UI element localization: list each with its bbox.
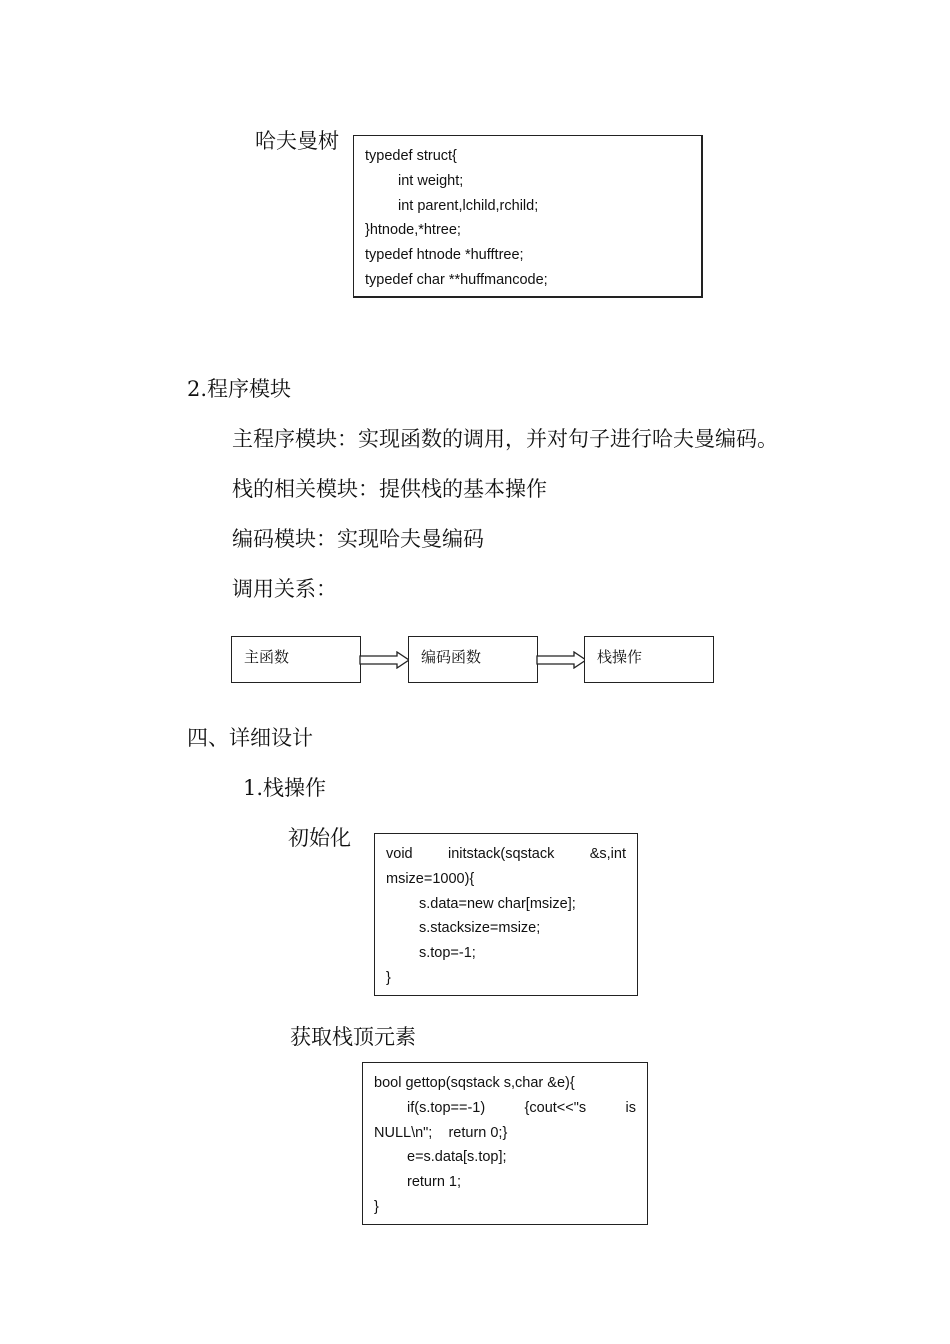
modules-heading: 2.程序模块 (187, 377, 292, 401)
stack-ops-heading: 1.栈操作 (243, 776, 327, 800)
module-encode: 编码模块：实现哈夫曼编码 (232, 527, 484, 551)
code-line: s.top=-1; (419, 945, 476, 962)
flow-box-main: 主函数 (231, 636, 361, 683)
code-line: s.data=new char[msize]; (419, 895, 576, 912)
init-label: 初始化 (288, 826, 351, 850)
code-line: }htnode,*htree; (365, 222, 461, 239)
code-line: int weight; (398, 172, 464, 189)
huffman-code-box (353, 135, 703, 298)
code-line: s.stacksize=msize; (419, 920, 541, 937)
call-relation-label: 调用关系： (232, 577, 337, 601)
code-line: void initstack(sqstack &s,int (386, 846, 626, 862)
code-line: msize=1000){ (386, 870, 475, 887)
init-code-box (374, 833, 638, 996)
gettop-label: 获取栈顶元素 (290, 1025, 416, 1049)
code-line: } (386, 969, 391, 986)
code-line: e=s.data[s.top]; (407, 1149, 507, 1166)
code-line: typedef htnode *hufftree; (365, 247, 524, 264)
code-line: if(s.top==-1) {cout<<"s is (407, 1099, 636, 1116)
code-line: int parent,lchild,rchild; (398, 197, 539, 214)
code-line: } (374, 1198, 379, 1215)
code-line: typedef char **huffmancode; (365, 271, 548, 288)
code-line: NULL\n"; return 0;} (374, 1124, 508, 1141)
detail-heading: 四、详细设计 (187, 726, 313, 750)
flow-arrow-icon (536, 651, 588, 669)
flow-arrow-icon (359, 651, 411, 669)
code-line: return 1; (407, 1174, 461, 1191)
code-line: bool gettop(sqstack s,char &e){ (374, 1075, 575, 1091)
huffman-label: 哈夫曼树 (255, 129, 339, 153)
module-main: 主程序模块：实现函数的调用，并对句子进行哈夫曼编码。 (232, 427, 778, 451)
module-stack: 栈的相关模块：提供栈的基本操作 (232, 477, 547, 501)
flow-box-stack: 栈操作 (584, 636, 714, 683)
flow-box-encode: 编码函数 (408, 636, 538, 683)
code-line: typedef struct{ (365, 148, 457, 164)
gettop-code-box (362, 1062, 648, 1225)
